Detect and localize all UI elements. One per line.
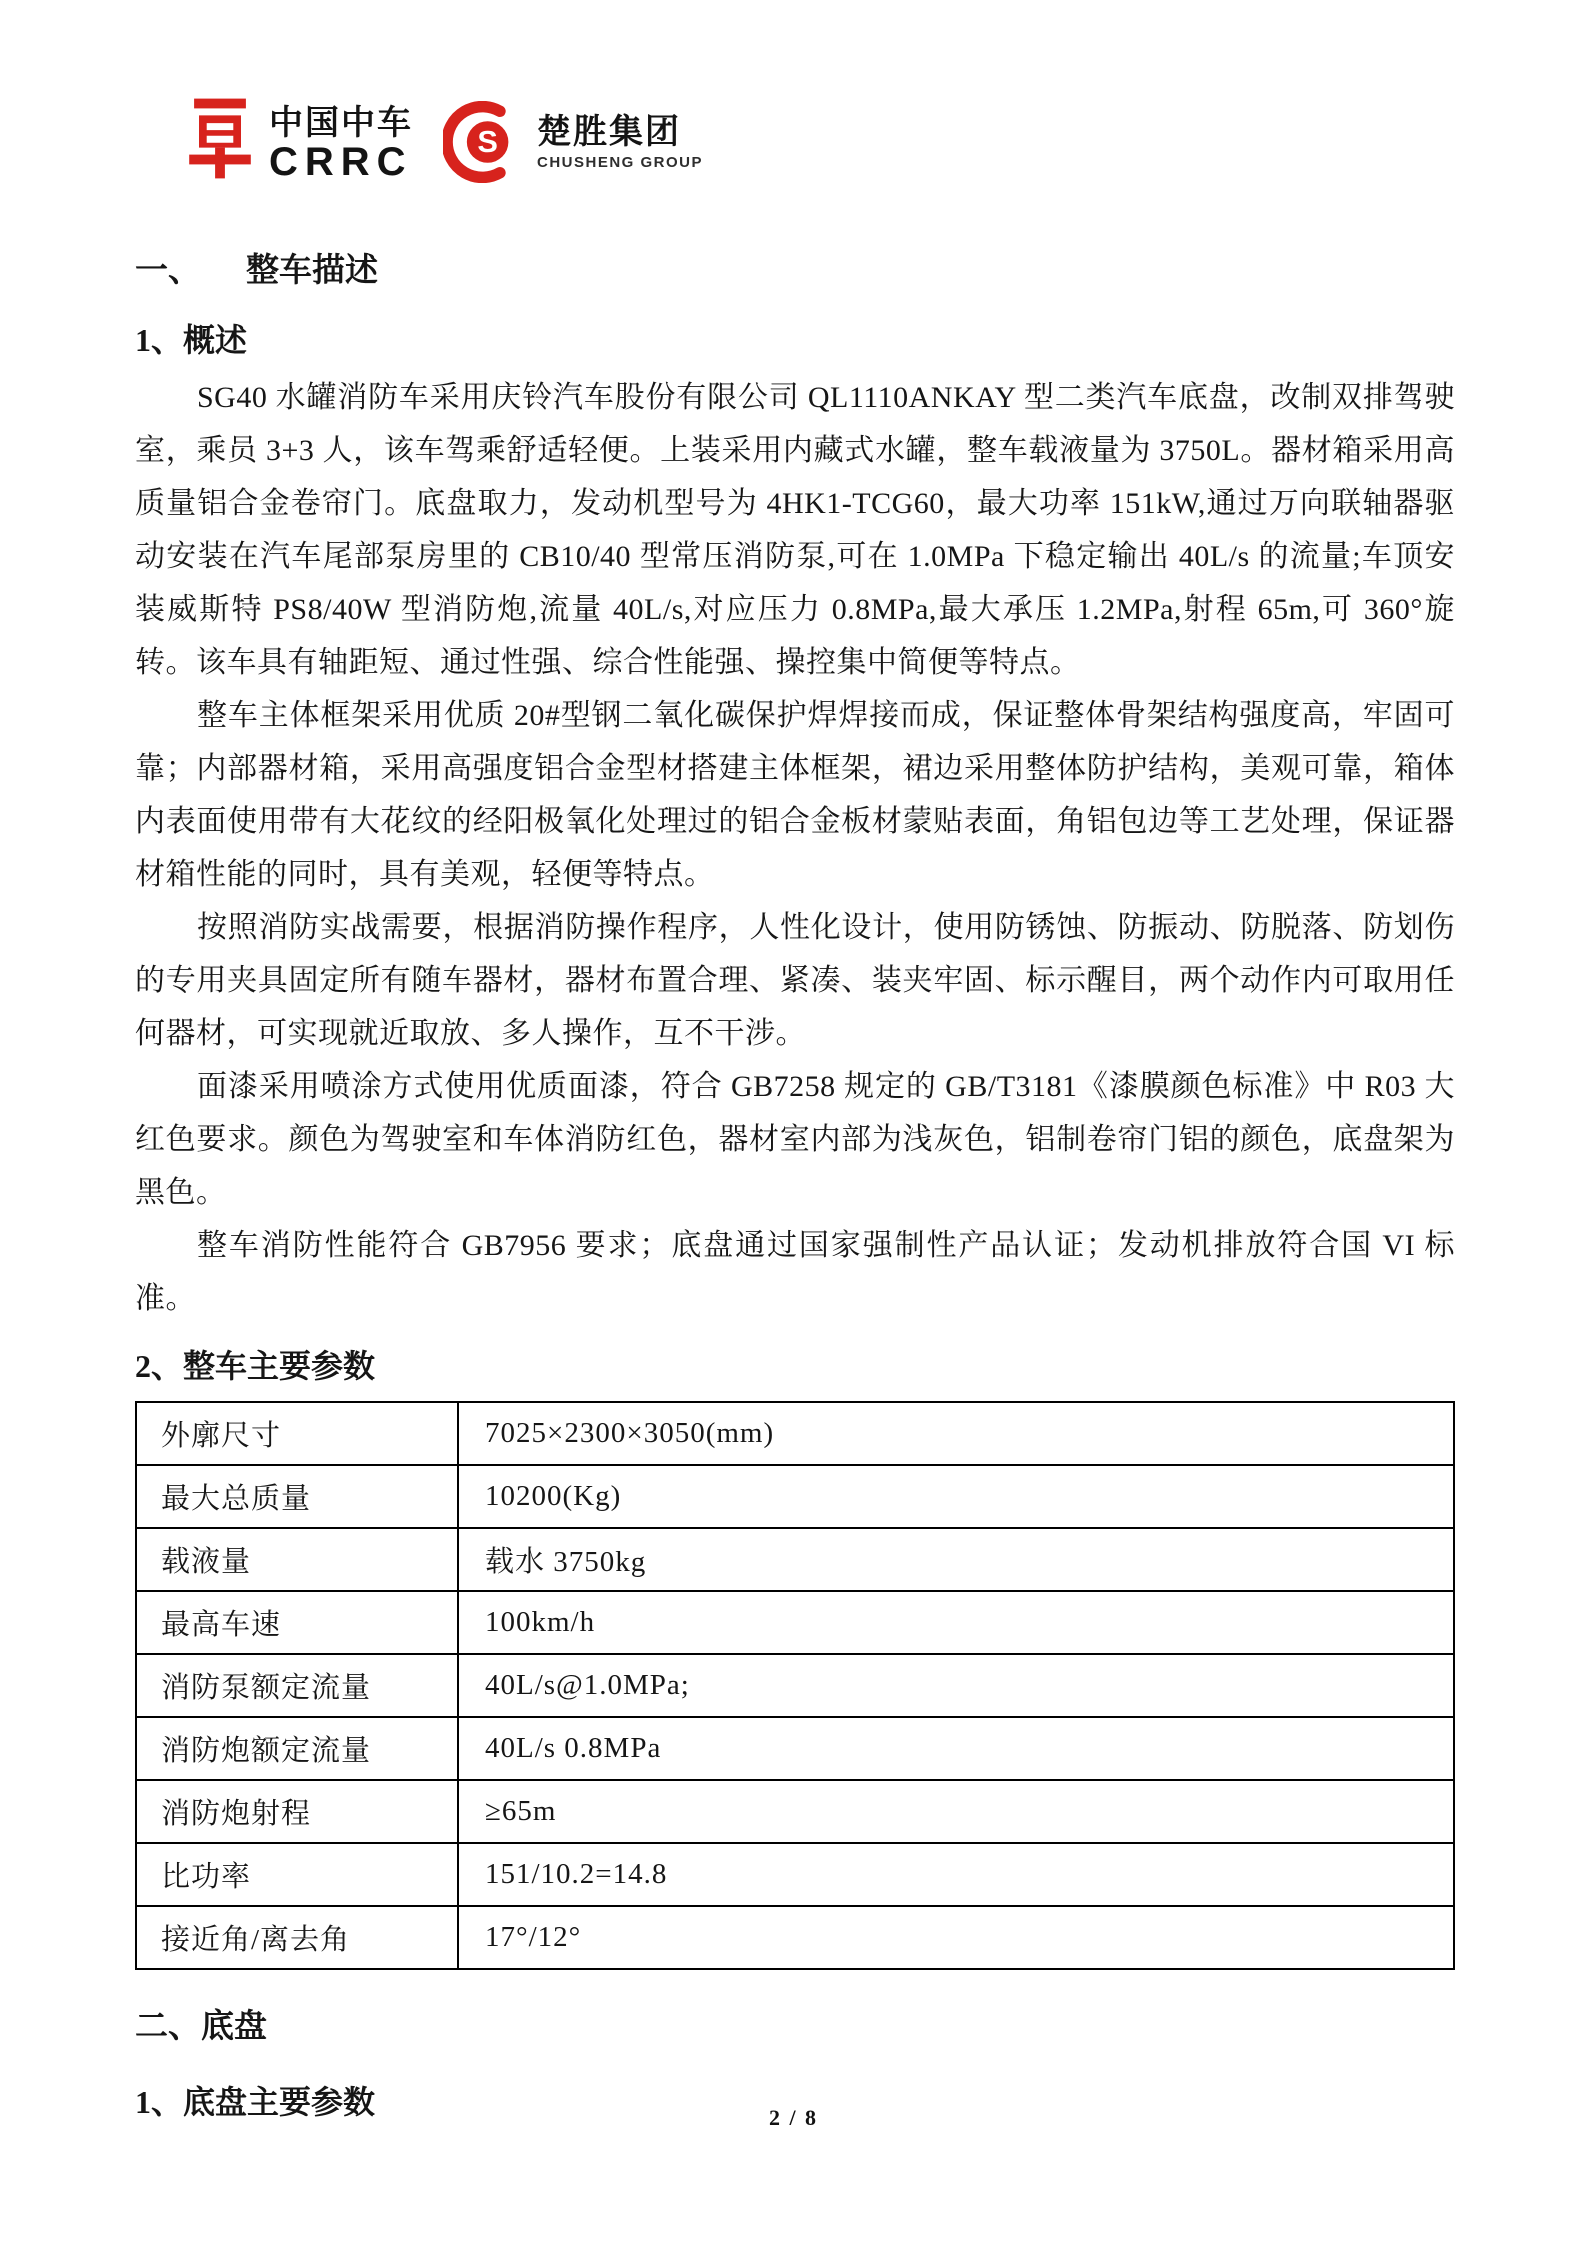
heading-chassis: 二、底盘 [135,2009,267,2045]
paragraph-overview-2: 整车主体框架采用优质 20#型钢二氧化碳保护焊焊接而成，保证整体骨架结构强度高，牢固可靠；内部器材箱，采用高强度铝合金型材搭建主体框架，裙边采用整体防护结构，美观可靠，箱体内表面使用带有大花纹的经阳极氧化处理过的铝合金板材蒙贴表面，角铝包边等工艺处理，保证器材箱性能的同时，具有美观，轻便等特点。 [135,699,1455,891]
param-label-cell: 最高车速 [136,1591,458,1654]
param-value-cell: 10200(Kg) [458,1465,1454,1528]
paragraph-overview-5: 整车消防性能符合 GB7956 要求；底盘通过国家强制性产品认证；发动机排放符合国 VI 标准。 [135,1229,1455,1315]
table-row [136,1654,1454,1717]
param-label-cell: 载液量 [136,1528,458,1591]
param-label-cell: 消防泵额定流量 [136,1654,458,1717]
table-row [136,1402,1454,1465]
param-value-cell: 载水 3750kg [458,1528,1454,1591]
chusheng-logo-cn: 楚胜集团 [537,112,681,151]
table-row [136,1591,1454,1654]
paragraph-overview-4: 面漆采用喷涂方式使用优质面漆，符合 GB7258 规定的 GB/T3181《漆膜颜色标准》中 R03 大红色要求。颜色为驾驶室和车体消防红色，器材室内部为浅灰色，铝制卷帘门铝的颜色，底盘架为黑色。 [135,1070,1455,1209]
param-value-cell: 7025×2300×3050(mm) [458,1402,1454,1465]
crrc-logo-text [269,106,413,182]
param-value-cell: 100km/h [458,1591,1454,1654]
heading-overview: 1、概述 [135,322,248,358]
crrc-logo-en: CRRC [269,139,413,184]
param-value-cell: ≥65m [458,1780,1454,1843]
table-row [136,1780,1454,1843]
heading-chassis-main-params: 1、底盘主要参数 [135,2084,376,2120]
table-row [136,1465,1454,1528]
table-row [136,1843,1454,1906]
heading-vehicle-description [135,244,1455,291]
param-label-cell: 消防炮额定流量 [136,1717,458,1780]
svg-text:S: S [477,123,498,159]
paragraph-overview-3: 按照消防实战需要，根据消防操作程序，人性化设计，使用防锈蚀、防振动、防脱落、防划伤的专用夹具固定所有随车器材，器材布置合理、紧凑、装夹牢固、标示醒目，两个动作内可取用任何器材，可实现就近取放、多人操作，互不干涉。 [135,911,1455,1050]
vehicle-params-table [135,1401,1455,1970]
chusheng-logo-text [537,112,704,174]
heading-title: 整车描述 [246,253,378,289]
param-value-cell: 17°/12° [458,1906,1454,1969]
crrc-logo-icon [185,98,255,191]
param-label-cell: 比功率 [136,1843,458,1906]
table-row [136,1528,1454,1591]
param-label-cell: 接近角/离去角 [136,1906,458,1969]
paragraph-overview-1: SG40 水罐消防车采用庆铃汽车股份有限公司 QL1110ANKAY 型二类汽车底盘，改制双排驾驶室，乘员 3+3 人，该车驾乘舒适轻便。上装采用内藏式水罐，整车载液量为 3750L。器材箱采用高质量铝合金卷帘门。底盘取力，发动机型号为 4HK1-TCG60，最大功率 151kW,通过万向联轴器驱动安装在汽车尾部泵房里的 CB10/40 型常压消防泵,可在 1.0MPa 下稳定输出 40L/s 的流量;车顶安装威斯特 PS8/40W 型消防炮,流量 40L/s,对应压力 0.8MPa,最大承压 1.2MPa,射程 65m,可 360°旋转。该车具有轴距短、通过性强、综合性能强、操控集中简便等特点。 [135,381,1455,679]
header-logos [185,98,1455,190]
param-label-cell: 外廓尺寸 [136,1402,458,1465]
crrc-logo [185,98,413,191]
param-value-cell: 151/10.2=14.8 [458,1843,1454,1906]
chusheng-logo [443,101,703,188]
vehicle-params-table-body [136,1402,1454,1969]
chusheng-logo-en: CHUSHENG GROUP [537,154,704,172]
param-value-cell: 40L/s@1.0MPa; [458,1654,1454,1717]
heading-number: 一、 [135,253,201,289]
param-label-cell: 消防炮射程 [136,1780,458,1843]
overview-paragraphs [135,371,1455,1325]
table-row [136,1717,1454,1780]
chusheng-logo-icon [443,101,523,188]
param-value-cell: 40L/s 0.8MPa [458,1717,1454,1780]
page-number: 2 / 8 [768,2105,819,2130]
table-row [136,1906,1454,1969]
crrc-logo-cn: 中国中车 [269,104,413,143]
param-label-cell: 最大总质量 [136,1465,458,1528]
heading-vehicle-main-params: 2、整车主要参数 [135,1348,376,1384]
